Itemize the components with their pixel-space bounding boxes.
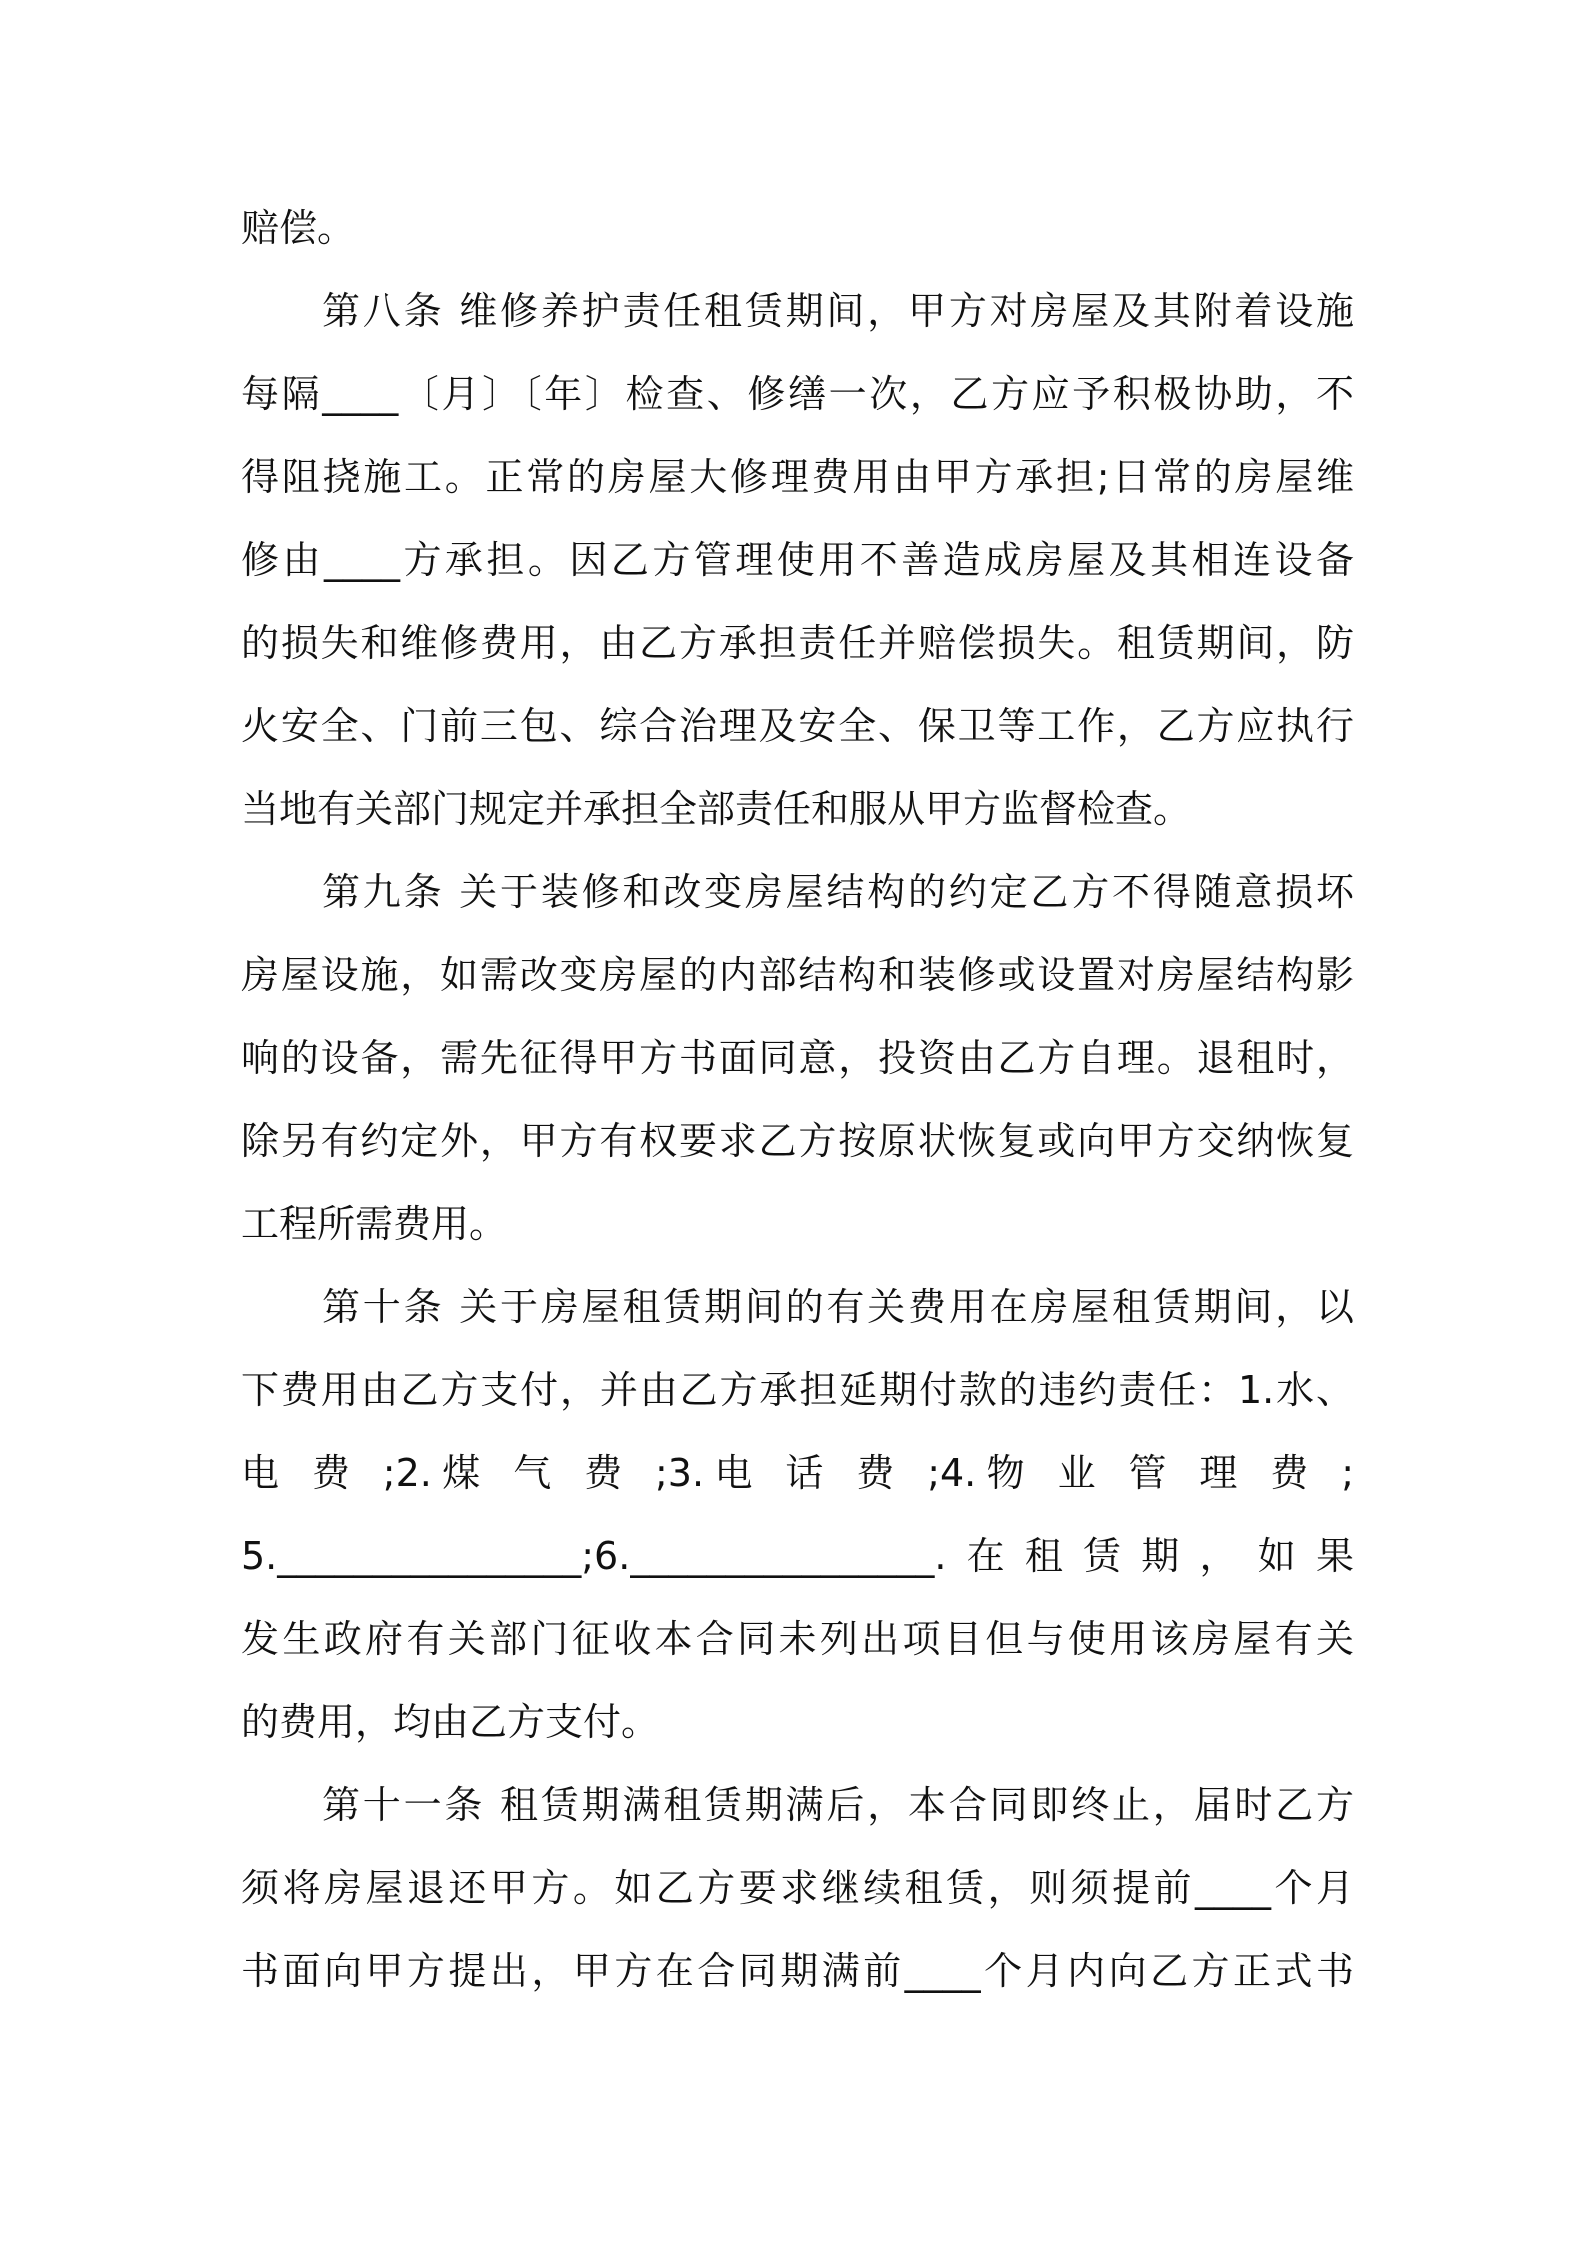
text-line: 的费用，均由乙方支付。: [241, 1700, 660, 1744]
text-line: 火安全、门前三包、综合治理及安全、保卫等工作，乙方应执行: [241, 704, 1354, 748]
article-11-heading-line: 第十一条 租赁期满租赁期满后，本合同即终止，届时乙方: [322, 1783, 1354, 1827]
text-line: 工程所需费用。: [241, 1202, 508, 1246]
text-line: 响的设备，需先征得甲方书面同意，投资由乙方自理。退租时，: [241, 1036, 1354, 1080]
text-line: 电 费 ;2.煤 气 费 ;3.电 话 费 ;4.物 业 管 理 费 ;: [241, 1451, 1354, 1495]
text-line: 当地有关部门规定并承担全部责任和服从甲方监督检查。: [241, 787, 1192, 831]
text-line: 房屋设施，如需改变房屋的内部结构和装修或设置对房屋结构影: [241, 953, 1354, 997]
text-line: 除另有约定外，甲方有权要求乙方按原状恢复或向甲方交纳恢复: [241, 1119, 1354, 1163]
text-line: 下费用由乙方支付，并由乙方承担延期付款的违约责任：1.水、: [241, 1368, 1354, 1412]
text-line: 赔偿。: [241, 206, 356, 250]
text-line: 书面向甲方提出，甲方在合同期满前____个月内向乙方正式书: [241, 1949, 1354, 1993]
text-line: 得阻挠施工。正常的房屋大修理费用由甲方承担;日常的房屋维: [241, 455, 1354, 499]
text-line: 发生政府有关部门征收本合同未列出项目但与使用该房屋有关: [241, 1617, 1354, 1661]
text-line: 每隔____〔月〕〔年〕检查、修缮一次，乙方应予积极协助，不: [241, 372, 1354, 416]
text-line: 须将房屋退还甲方。如乙方要求继续租赁，则须提前____个月: [241, 1866, 1354, 1910]
document-body: [241, 187, 1354, 2013]
text-line: 5.________________;6.________________.在租赁期，如果: [241, 1534, 1354, 1578]
text-line: 修由____方承担。因乙方管理使用不善造成房屋及其相连设备: [241, 538, 1354, 582]
text-line: 的损失和维修费用，由乙方承担责任并赔偿损失。租赁期间，防: [241, 621, 1354, 665]
article-10-heading-line: 第十条 关于房屋租赁期间的有关费用在房屋租赁期间，以: [322, 1285, 1354, 1329]
article-8-heading-line: 第八条 维修养护责任租赁期间，甲方对房屋及其附着设施: [322, 289, 1354, 333]
article-9-heading-line: 第九条 关于装修和改变房屋结构的约定乙方不得随意损坏: [322, 870, 1354, 914]
